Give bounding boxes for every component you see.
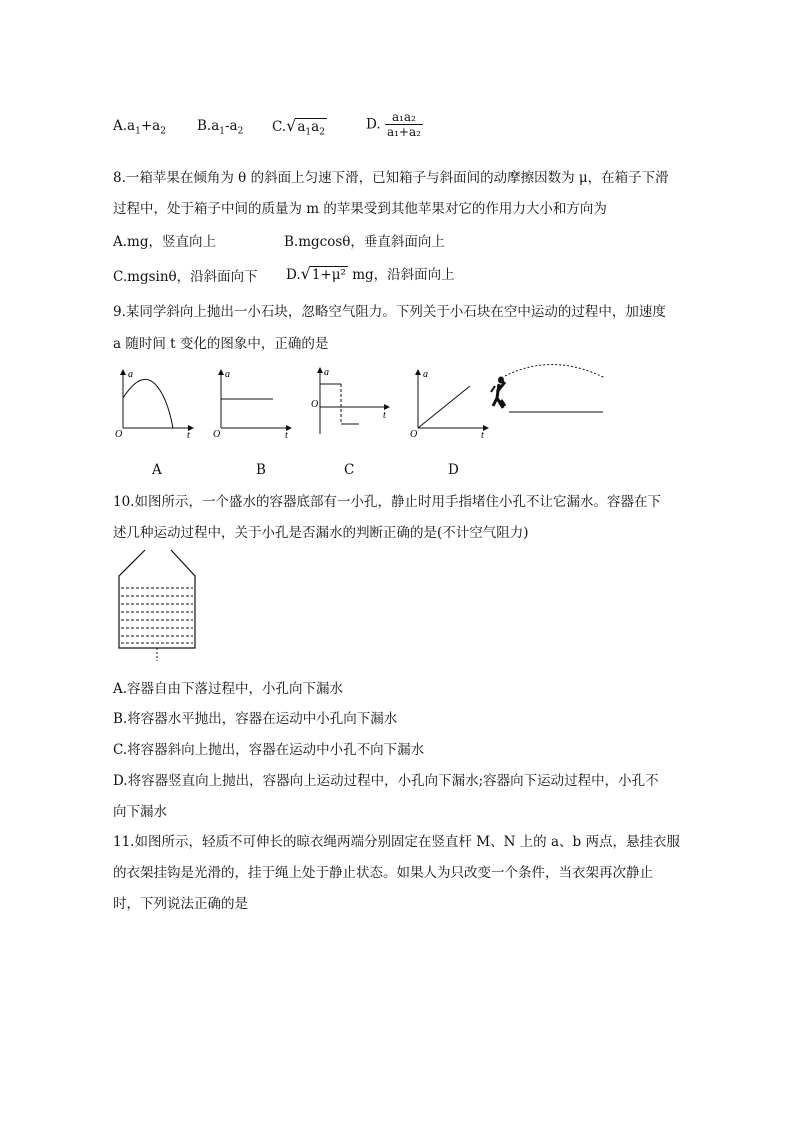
- q7-option-a: $A.a_1+a_2$: [113, 118, 166, 137]
- q9-label-b: B: [256, 462, 266, 478]
- axis-a-label: a: [128, 369, 133, 380]
- q11-stem-line2: 的衣架挂钩是光滑的，挂于绳上处于静止状态。如果人为只改变一个条件，当衣架再次静止: [113, 865, 653, 881]
- water-container-figure: [115, 548, 200, 663]
- q7-option-b: $B.a_1-a_2$: [197, 118, 244, 137]
- q11-stem-line1: 11.如图所示，轻质不可伸长的晾衣绳两端分别固定在竖直杆 M、N 上的 a、b 两点，悬挂衣服: [113, 834, 680, 850]
- q10-stem-line1: 10.如图所示，一个盛水的容器底部有一小孔，静止时用手指堵住小孔不让它漏水。容器在下: [113, 494, 661, 510]
- axis-t-label: t: [285, 430, 288, 441]
- axis-t-label: t: [481, 430, 484, 441]
- graph-d: [410, 369, 488, 441]
- q8-option-c: C.mgsinθ，沿斜面向下: [113, 269, 258, 285]
- q9-graphs-figure: [113, 362, 608, 442]
- origin-label: O: [410, 429, 418, 440]
- q9-label-a: A: [152, 462, 162, 478]
- axis-a-label: a: [324, 367, 329, 378]
- q9-label-c: C: [344, 462, 355, 478]
- q8-stem-line2: 过程中，处于箱子中间的质量为 m 的苹果受到其他苹果对它的作用力大小和方向为: [113, 201, 607, 217]
- q11-stem-line3: 时，下列说法正确的是: [113, 896, 248, 912]
- q7-option-d: D. $\frac{\text{a₁a₂}}{\text{a₁+a₂}}$: [366, 110, 421, 139]
- graph-c: [311, 367, 389, 434]
- fraction: $\frac{\text{a₁a₂}}{\text{a₁+a₂}}$: [386, 110, 421, 139]
- q7-option-c: $C.√a_1a_2$: [272, 116, 325, 138]
- origin-label: O: [213, 429, 221, 440]
- thrower-illustration: [491, 364, 605, 412]
- q8-option-a: A.mg，竖直向上: [113, 234, 216, 250]
- graph-a: [115, 369, 193, 441]
- q10-option-a: A.容器自由下落过程中，小孔向下漏水: [113, 681, 344, 697]
- q9-label-d: D: [448, 462, 459, 478]
- axis-a-label: a: [423, 369, 428, 380]
- origin-label: O: [311, 399, 319, 410]
- axis-a-label: a: [225, 369, 230, 380]
- q9-stem-line2: a 随时间 t 变化的图象中，正确的是: [113, 336, 329, 352]
- q8-option-d: D.√1+μ² mg，沿斜面向上: [286, 264, 455, 283]
- q8-stem-line1: 8.一箱苹果在倾角为 θ 的斜面上匀速下滑，已知箱子与斜面间的动摩擦因数为 μ，在箱子下滑: [113, 170, 669, 186]
- q9-stem-line1: 9.某同学斜向上抛出一小石块，忽略空气阻力。下列关于小石块在空中运动的过程中，加速度: [113, 304, 666, 320]
- q10-option-c: C.将容器斜向上抛出，容器在运动中小孔不向下漏水: [113, 742, 425, 758]
- q10-option-b: B.将容器水平抛出，容器在运动中小孔向下漏水: [113, 711, 398, 727]
- graph-b: [213, 369, 291, 441]
- origin-label: O: [115, 429, 123, 440]
- q8-option-b: B.mgcosθ，垂直斜面向上: [284, 234, 445, 250]
- q10-option-d-line1: D.将容器竖直向上抛出，容器向上运动过程中，小孔向下漏水;容器向下运动过程中，小孔不: [113, 773, 659, 789]
- axis-t-label: t: [187, 430, 190, 441]
- q10-stem-line2: 述几种运动过程中，关于小孔是否漏水的判断正确的是(不计空气阻力): [113, 525, 529, 541]
- q10-option-d-line2: 向下漏水: [113, 804, 167, 820]
- axis-t-label: t: [383, 410, 386, 421]
